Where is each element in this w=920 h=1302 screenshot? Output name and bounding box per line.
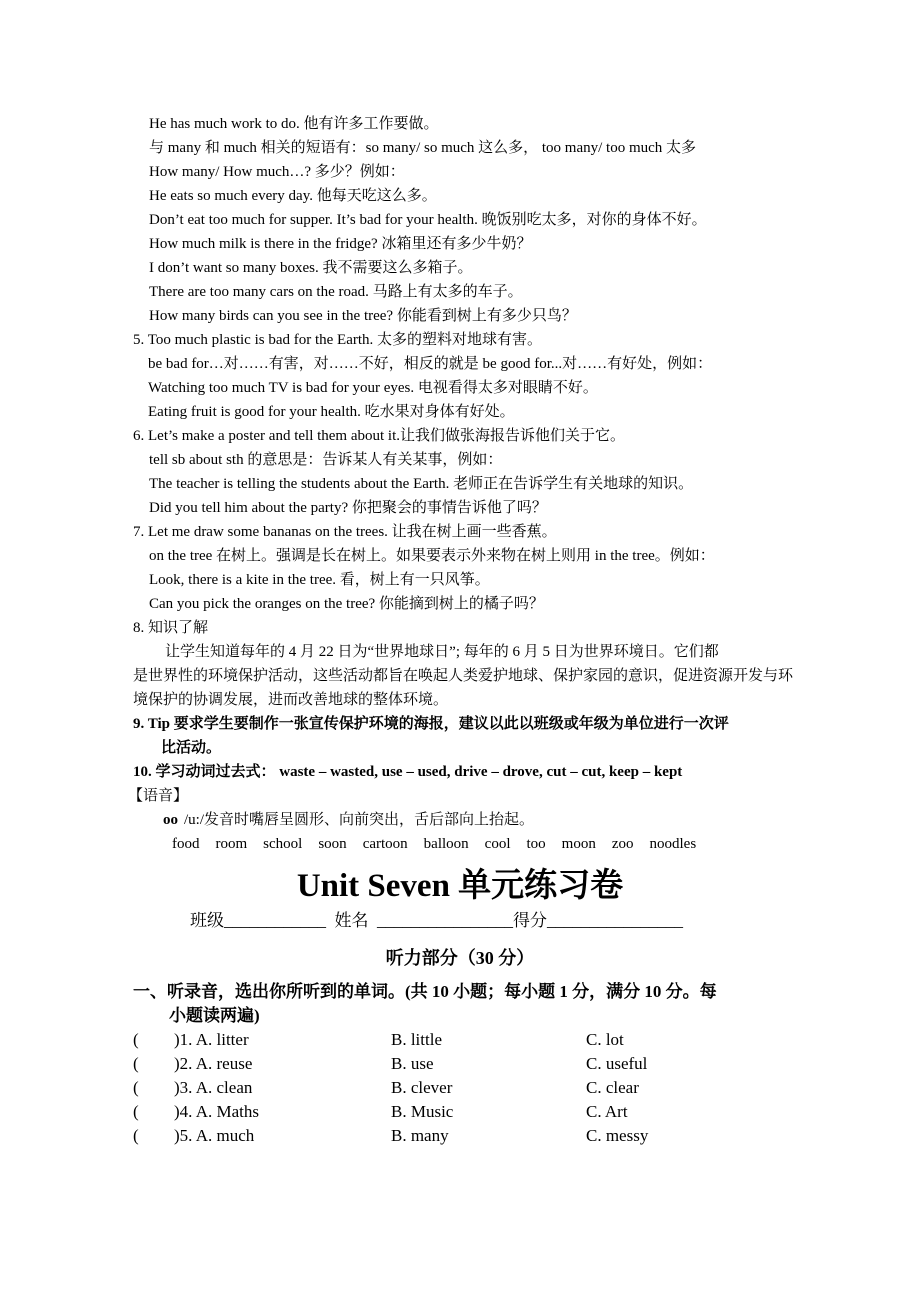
option-a: )3. A. clean: [174, 1078, 253, 1097]
document-page: [0, 112, 920, 1148]
option-a: )5. A. much: [174, 1126, 255, 1145]
numbered-point-5: 5. Too much plastic is bad for the Earth. 太多的塑料对地球有害。: [133, 332, 543, 348]
note-line: He has much work to do. 他有许多工作要做。: [149, 116, 439, 132]
answer-blank[interactable]: (: [133, 1078, 139, 1097]
note-line: How many/ How much…? 多少？例如：: [149, 164, 405, 180]
option-c: C. useful: [586, 1054, 648, 1073]
option-c: C. clear: [586, 1078, 639, 1097]
phonetics-heading: 【语音】: [128, 788, 189, 804]
oo-word: moon: [561, 836, 596, 852]
question-row: [0, 1100, 920, 1124]
note-line: on the tree 在树上。强调是长在树上。如果要表示外来物在树上则用 in the tree。例如：: [149, 548, 715, 564]
option-b: B. Music: [391, 1102, 454, 1121]
note-line: How much milk is there in the fridge? 冰箱里还有多少牛奶？: [149, 236, 532, 252]
instruction-line: 一、听录音，选出你所听到的单词。(共 10 小题；每小题 1 分，满分 10 分。每: [133, 982, 717, 1001]
numbered-point-6: 6. Let’s make a poster and tell them about it.让我们做张海报告诉他们关于它。: [133, 428, 626, 444]
oo-word-list: [0, 832, 800, 856]
option-b: B. little: [391, 1030, 442, 1049]
verbs-point-10: 10. 学习动词过去式： waste – wasted, use – used, drive – drove, cut – cut, keep – kept: [133, 764, 683, 780]
oo-word: soon: [318, 836, 347, 852]
instruction-line: 小题读两遍): [169, 1006, 260, 1025]
question-row: [0, 1052, 920, 1076]
oo-word: room: [215, 836, 248, 852]
note-line: The teacher is telling the students about the Earth. 老师正在告诉学生有关地球的知识。: [149, 476, 694, 492]
answer-blank[interactable]: (: [133, 1054, 139, 1073]
note-line: Watching too much TV is bad for your eyes. 电视看得太多对眼睛不好。: [148, 380, 598, 396]
answer-blank[interactable]: (: [133, 1102, 139, 1121]
option-a: )2. A. reuse: [174, 1054, 253, 1073]
question-row: [0, 1124, 920, 1148]
oo-word: cool: [484, 836, 511, 852]
numbered-point-8: 8. 知识了解: [133, 620, 209, 636]
question-row: [0, 1028, 920, 1052]
note-line: He eats so much every day. 他每天吃这么多。: [149, 188, 437, 204]
note-line: tell sb about sth 的意思是：告诉某人有关某事，例如：: [149, 452, 503, 468]
tip-line: 比活动。: [161, 740, 222, 756]
oo-description: /u:/发音时嘴唇呈圆形、向前突出，舌后部向上抬起。: [184, 812, 535, 828]
option-c: C. lot: [586, 1030, 624, 1049]
oo-word: noodles: [649, 836, 697, 852]
option-a: )1. A. litter: [174, 1030, 249, 1049]
note-line: be bad for…对……有害，对……不好，相反的就是 be good for...对……有好处，例如：: [148, 356, 713, 372]
note-line: How many birds can you see in the tree? 你能看到树上有多少只鸟？: [149, 308, 577, 324]
note-line: Look, there is a kite in the tree. 看，树上有一只风筝。: [149, 572, 490, 588]
option-c: C. messy: [586, 1126, 649, 1145]
oo-word: zoo: [611, 836, 634, 852]
oo-word: school: [263, 836, 303, 852]
option-b: B. use: [391, 1054, 434, 1073]
answer-blank[interactable]: (: [133, 1126, 139, 1145]
answer-blank[interactable]: (: [133, 1030, 139, 1049]
question-row: [0, 1076, 920, 1100]
option-a: )4. A. Maths: [174, 1102, 259, 1121]
phonetics-oo: [0, 808, 800, 832]
listening-heading: 听力部分（30 分）: [385, 948, 535, 968]
note-line: Can you pick the oranges on the tree? 你能摘到树上的橘子吗？: [149, 596, 544, 612]
note-line: I don’t want so many boxes. 我不需要这么多箱子。: [149, 260, 473, 276]
paragraph-rest: 是世界性的环境保护活动，这些活动都旨在唤起人类爱护地球、保护家园的意识，促进资源开发与环境保护的协调发展，进而改善地球的整体环境。: [133, 668, 794, 708]
note-line: Did you tell him about the party? 你把聚会的事情告诉他了吗？: [149, 500, 547, 516]
option-b: B. clever: [391, 1078, 453, 1097]
oo-label: oo: [163, 812, 178, 828]
paragraph-first-line: 让学生知道每年的 4 月 22 日为“世界地球日”; 每年的 6 月 5 日为世界环境日。它们都: [165, 644, 719, 660]
note-line: Don’t eat too much for supper. It’s bad for your health. 晚饭别吃太多，对你的身体不好。: [149, 212, 707, 228]
oo-word: food: [172, 836, 200, 852]
oo-word: balloon: [423, 836, 469, 852]
option-b: B. many: [391, 1126, 449, 1145]
numbered-point-7: 7. Let me draw some bananas on the trees. 让我在树上画一些香蕉。: [133, 524, 557, 540]
oo-word: too: [526, 836, 546, 852]
note-line: There are too many cars on the road. 马路上有太多的车子。: [149, 284, 523, 300]
note-line: Eating fruit is good for your health. 吃水果对身体有好处。: [148, 404, 515, 420]
exam-title: Unit Seven 单元练习卷: [296, 868, 624, 904]
option-c: C. Art: [586, 1102, 628, 1121]
tip-line: 9. Tip 要求学生要制作一张宣传保护环境的海报，建议以此以班级或年级为单位进行一次评: [133, 716, 729, 732]
note-line: 与 many 和 much 相关的短语有：so many/ so much 这么多， too many/ too much 太多: [149, 140, 697, 156]
student-info-line: 班级____________ 姓名 ________________得分________________: [190, 911, 683, 930]
oo-word: cartoon: [362, 836, 408, 852]
